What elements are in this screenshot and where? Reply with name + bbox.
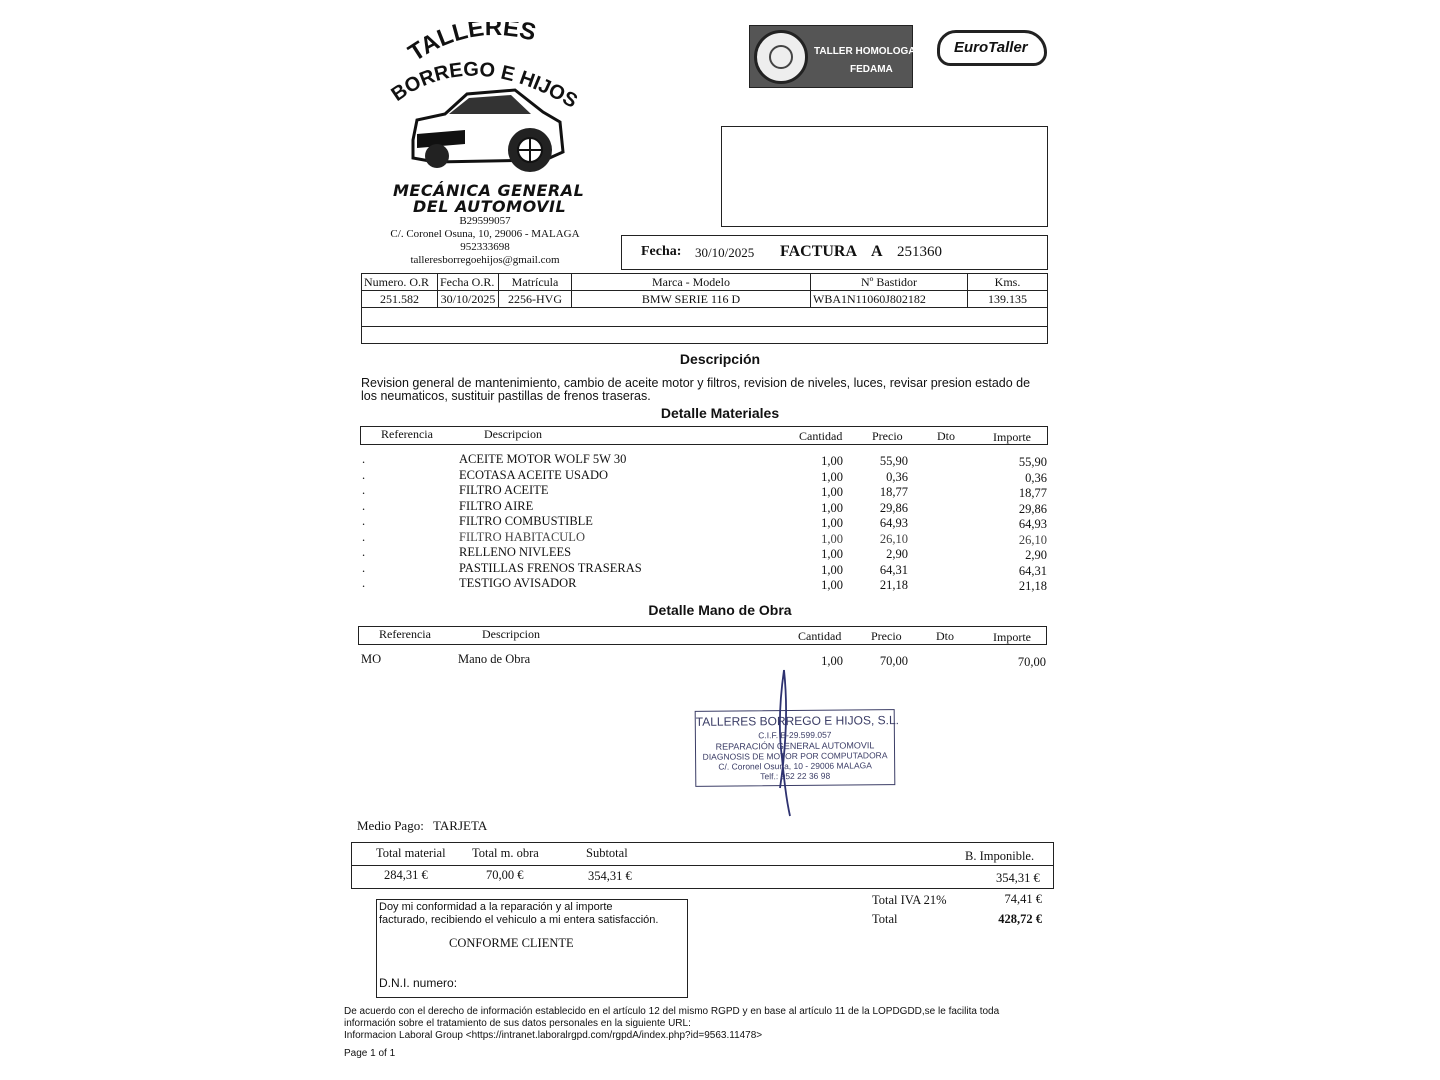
material-row-precio: 26,10 xyxy=(879,532,908,546)
col-cantidad: Cantidad xyxy=(798,629,842,643)
material-row-ref: . xyxy=(362,468,366,482)
value-fecha-or: 30/10/2025 xyxy=(438,291,499,308)
col-cantidad: Cantidad xyxy=(799,429,843,443)
col-referencia: Referencia xyxy=(379,627,431,641)
col-descripcion: Descripcion xyxy=(484,427,542,441)
material-row-importe: 2,90 xyxy=(1025,548,1047,562)
total-mo-label: Total m. obra xyxy=(472,846,539,860)
material-row-cant: 1,00 xyxy=(821,516,843,530)
medio-pago-label: Medio Pago: xyxy=(357,818,424,833)
fecha-label: Fecha: xyxy=(641,244,682,259)
header-marca-modelo: Marca - Modelo xyxy=(572,274,811,291)
company-phone: 952333698 xyxy=(460,241,510,253)
material-row-cant: 1,00 xyxy=(821,578,843,592)
stamp-line-3: REPARACIÓN GENERAL AUTOMOVIL xyxy=(715,740,875,752)
materiales-title: Detalle Materiales xyxy=(660,405,780,421)
wheel-icon xyxy=(754,30,808,84)
material-row-desc: PASTILLAS FRENOS TRASERAS xyxy=(459,561,642,575)
stamp-line-2: C.I.F. B-29.599.057 xyxy=(758,729,832,741)
iva-label: Total IVA 21% xyxy=(872,893,947,907)
material-row-desc: FILTRO AIRE xyxy=(459,499,534,513)
logo-bottom-text: BORREGO E HIJOS xyxy=(387,58,582,113)
page-number: Page 1 of 1 xyxy=(344,1048,396,1059)
total-value: 428,72 € xyxy=(998,912,1042,926)
material-row-precio: 55,90 xyxy=(879,454,908,468)
company-logo xyxy=(385,22,585,197)
mano-obra-row-precio: 70,00 xyxy=(879,654,908,668)
material-row-importe: 64,93 xyxy=(1018,517,1047,531)
descripcion-line-2: los neumaticos, sustituir pastillas de frenos traseras. xyxy=(361,389,651,403)
total-material-label: Total material xyxy=(376,846,446,860)
material-row-importe: 26,10 xyxy=(1018,533,1047,547)
material-row-desc: FILTRO HABITACULO xyxy=(459,530,585,544)
material-row-precio: 0,36 xyxy=(886,470,908,484)
total-material-value: 284,31 € xyxy=(384,868,428,882)
descripcion-title: Descripción xyxy=(679,351,761,367)
homologado-text-1: TALLER HOMOLOGADO xyxy=(814,46,931,57)
material-row-ref: . xyxy=(362,545,366,559)
material-row-desc: TESTIGO AVISADOR xyxy=(459,576,577,590)
material-row-ref: . xyxy=(362,530,366,544)
material-row-importe: 55,90 xyxy=(1018,455,1047,469)
order-header-row xyxy=(362,274,1048,291)
material-row-importe: 29,86 xyxy=(1018,502,1047,516)
material-row-precio: 18,77 xyxy=(879,485,908,499)
col-referencia: Referencia xyxy=(381,427,433,441)
material-row-ref: . xyxy=(362,452,366,466)
company-email: talleresborregoehijos@gmail.com xyxy=(410,254,560,266)
col-descripcion: Descripcion xyxy=(482,627,540,641)
total-label: Total xyxy=(872,912,898,926)
homologado-badge xyxy=(749,25,931,88)
subtotal-label: Subtotal xyxy=(586,846,628,860)
material-row-precio: 21,18 xyxy=(879,578,908,592)
mano-obra-title: Detalle Mano de Obra xyxy=(648,602,792,618)
col-precio: Precio xyxy=(871,629,902,643)
dni-label: D.N.I. numero: xyxy=(379,976,458,990)
conformidad-line-1: Doy mi conformidad a la reparación y al importe xyxy=(379,901,613,913)
material-row-cant: 1,00 xyxy=(821,454,843,468)
medio-pago-value: TARJETA xyxy=(433,818,488,833)
material-row-cant: 1,00 xyxy=(821,501,843,515)
material-row-importe: 64,31 xyxy=(1018,564,1047,578)
descripcion-line-1: Revision general de mantenimiento, cambio de aceite motor y filtros, revision de niveles, luces, revisar presion estado de xyxy=(361,376,1031,390)
logo-top-text: TALLERES xyxy=(403,22,539,67)
col-importe: Importe xyxy=(993,630,1031,644)
company-tagline-2: DEL AUTOMOVIL xyxy=(413,197,567,216)
col-precio: Precio xyxy=(872,429,903,443)
stamp-line-4: DIAGNOSIS DE MOTOR POR COMPUTADORA xyxy=(702,750,888,762)
material-row-cant: 1,00 xyxy=(821,470,843,484)
material-row-ref: . xyxy=(362,561,366,575)
invoice-header-box xyxy=(621,235,1048,270)
material-row-cant: 1,00 xyxy=(821,532,843,546)
homologado-text-2: FEDAMA xyxy=(850,64,893,75)
material-row-importe: 21,18 xyxy=(1018,579,1047,593)
material-row-desc: ACEITE MOTOR WOLF 5W 30 xyxy=(459,452,627,466)
legal-line-2: información sobre el tratamiento de sus datos personales en la siguiente URL: xyxy=(344,1018,691,1029)
fecha-value: 30/10/2025 xyxy=(695,245,755,260)
company-address: C/. Coronel Osuna, 10, 29006 - MALAGA xyxy=(390,228,580,240)
factura-numero: 251360 xyxy=(897,244,942,260)
material-row-cant: 1,00 xyxy=(821,547,843,561)
mano-obra-row-ref: MO xyxy=(361,652,382,666)
total-mo-value: 70,00 € xyxy=(486,868,524,882)
client-address-box xyxy=(721,126,1048,227)
factura-serie: A xyxy=(871,243,883,260)
base-imponible-value: 354,31 € xyxy=(996,871,1040,885)
material-row-desc: ECOTASA ACEITE USADO xyxy=(459,468,609,482)
subtotal-value: 354,31 € xyxy=(588,869,632,883)
mano-obra-row-cant: 1,00 xyxy=(821,654,843,668)
conforme-cliente-title: CONFORME CLIENTE xyxy=(449,936,574,950)
value-matricula: 2256-HVG xyxy=(499,291,572,308)
materiales-header-box xyxy=(360,426,1048,445)
signature-scribble xyxy=(770,668,800,818)
value-marca-modelo: BMW SERIE 116 D xyxy=(572,291,811,308)
material-row-precio: 64,93 xyxy=(879,516,908,530)
value-kms: 139.135 xyxy=(968,291,1048,308)
material-row-precio: 29,86 xyxy=(879,501,908,515)
header-numero-or: Numero. O.R xyxy=(362,274,438,291)
material-row-precio: 64,31 xyxy=(879,563,908,577)
value-numero-or: 251.582 xyxy=(362,291,438,308)
material-row-cant: 1,00 xyxy=(821,485,843,499)
material-row-importe: 0,36 xyxy=(1025,471,1047,485)
legal-line-3: Informacion Laboral Group <https://intranet.laboralrgpd.com/rgpdA/index.php?id=9563.11478> xyxy=(344,1030,763,1041)
col-dto: Dto xyxy=(937,429,955,443)
material-row-cant: 1,00 xyxy=(821,563,843,577)
company-tagline-1: MECÁNICA GENERAL xyxy=(393,181,585,200)
car-icon xyxy=(413,90,563,172)
factura-label: FACTURA xyxy=(780,243,858,260)
material-row-desc: FILTRO COMBUSTIBLE xyxy=(459,514,593,528)
order-value-row xyxy=(362,291,1048,308)
material-row-precio: 2,90 xyxy=(886,547,908,561)
header-matricula: Matrícula xyxy=(499,274,572,291)
material-row-desc: RELLENO NIVLEES xyxy=(459,545,572,559)
order-empty-row xyxy=(362,308,1048,327)
order-table xyxy=(361,273,1048,344)
stamp-line-5: C/. Coronel Osuna, 10 - 29006 MALAGA xyxy=(718,760,872,772)
header-fecha-or: Fecha O.R. xyxy=(438,274,499,291)
material-row-desc: FILTRO ACEITE xyxy=(459,483,549,497)
material-row-importe: 18,77 xyxy=(1018,486,1047,500)
stamp-line-1: TALLERES BORREGO E HIJOS, S.L. xyxy=(695,713,899,729)
value-bastidor: WBA1N11060J802182 xyxy=(811,291,968,308)
material-row-ref: . xyxy=(362,514,366,528)
eurotaller-logo xyxy=(937,30,1047,66)
mano-obra-row-desc: Mano de Obra xyxy=(458,652,531,666)
order-empty-row xyxy=(362,327,1048,344)
mano-obra-row-importe: 70,00 xyxy=(1017,655,1046,669)
totals-box xyxy=(351,842,1054,889)
car-logo-graphic xyxy=(385,22,585,197)
header-bastidor: Nº Bastidor xyxy=(811,274,968,291)
stamp-line-6: Telf.: 952 22 36 98 xyxy=(760,770,831,782)
mano-obra-header-box xyxy=(358,626,1047,645)
iva-value: 74,41 € xyxy=(1004,892,1042,906)
material-row-ref: . xyxy=(362,499,366,513)
eurotaller-text: EuroTaller xyxy=(954,39,1028,56)
legal-line-1: De acuerdo con el derecho de información establecido en el artículo 12 del mismo RGPD y en base al artículo 11 de la LOPDGDD,se le facilita toda xyxy=(344,1006,1000,1017)
header-kms: Kms. xyxy=(968,274,1048,291)
conformidad-line-2: facturado, recibiendo el vehiculo a mi entera satisfacción. xyxy=(379,914,659,926)
conformidad-box xyxy=(376,899,688,998)
col-importe: Importe xyxy=(993,430,1031,444)
material-row-ref: . xyxy=(362,576,366,590)
col-dto: Dto xyxy=(936,629,954,643)
company-cif: B29599057 xyxy=(459,215,511,227)
base-imponible-label: B. Imponible. xyxy=(965,849,1035,863)
material-row-ref: . xyxy=(362,483,366,497)
